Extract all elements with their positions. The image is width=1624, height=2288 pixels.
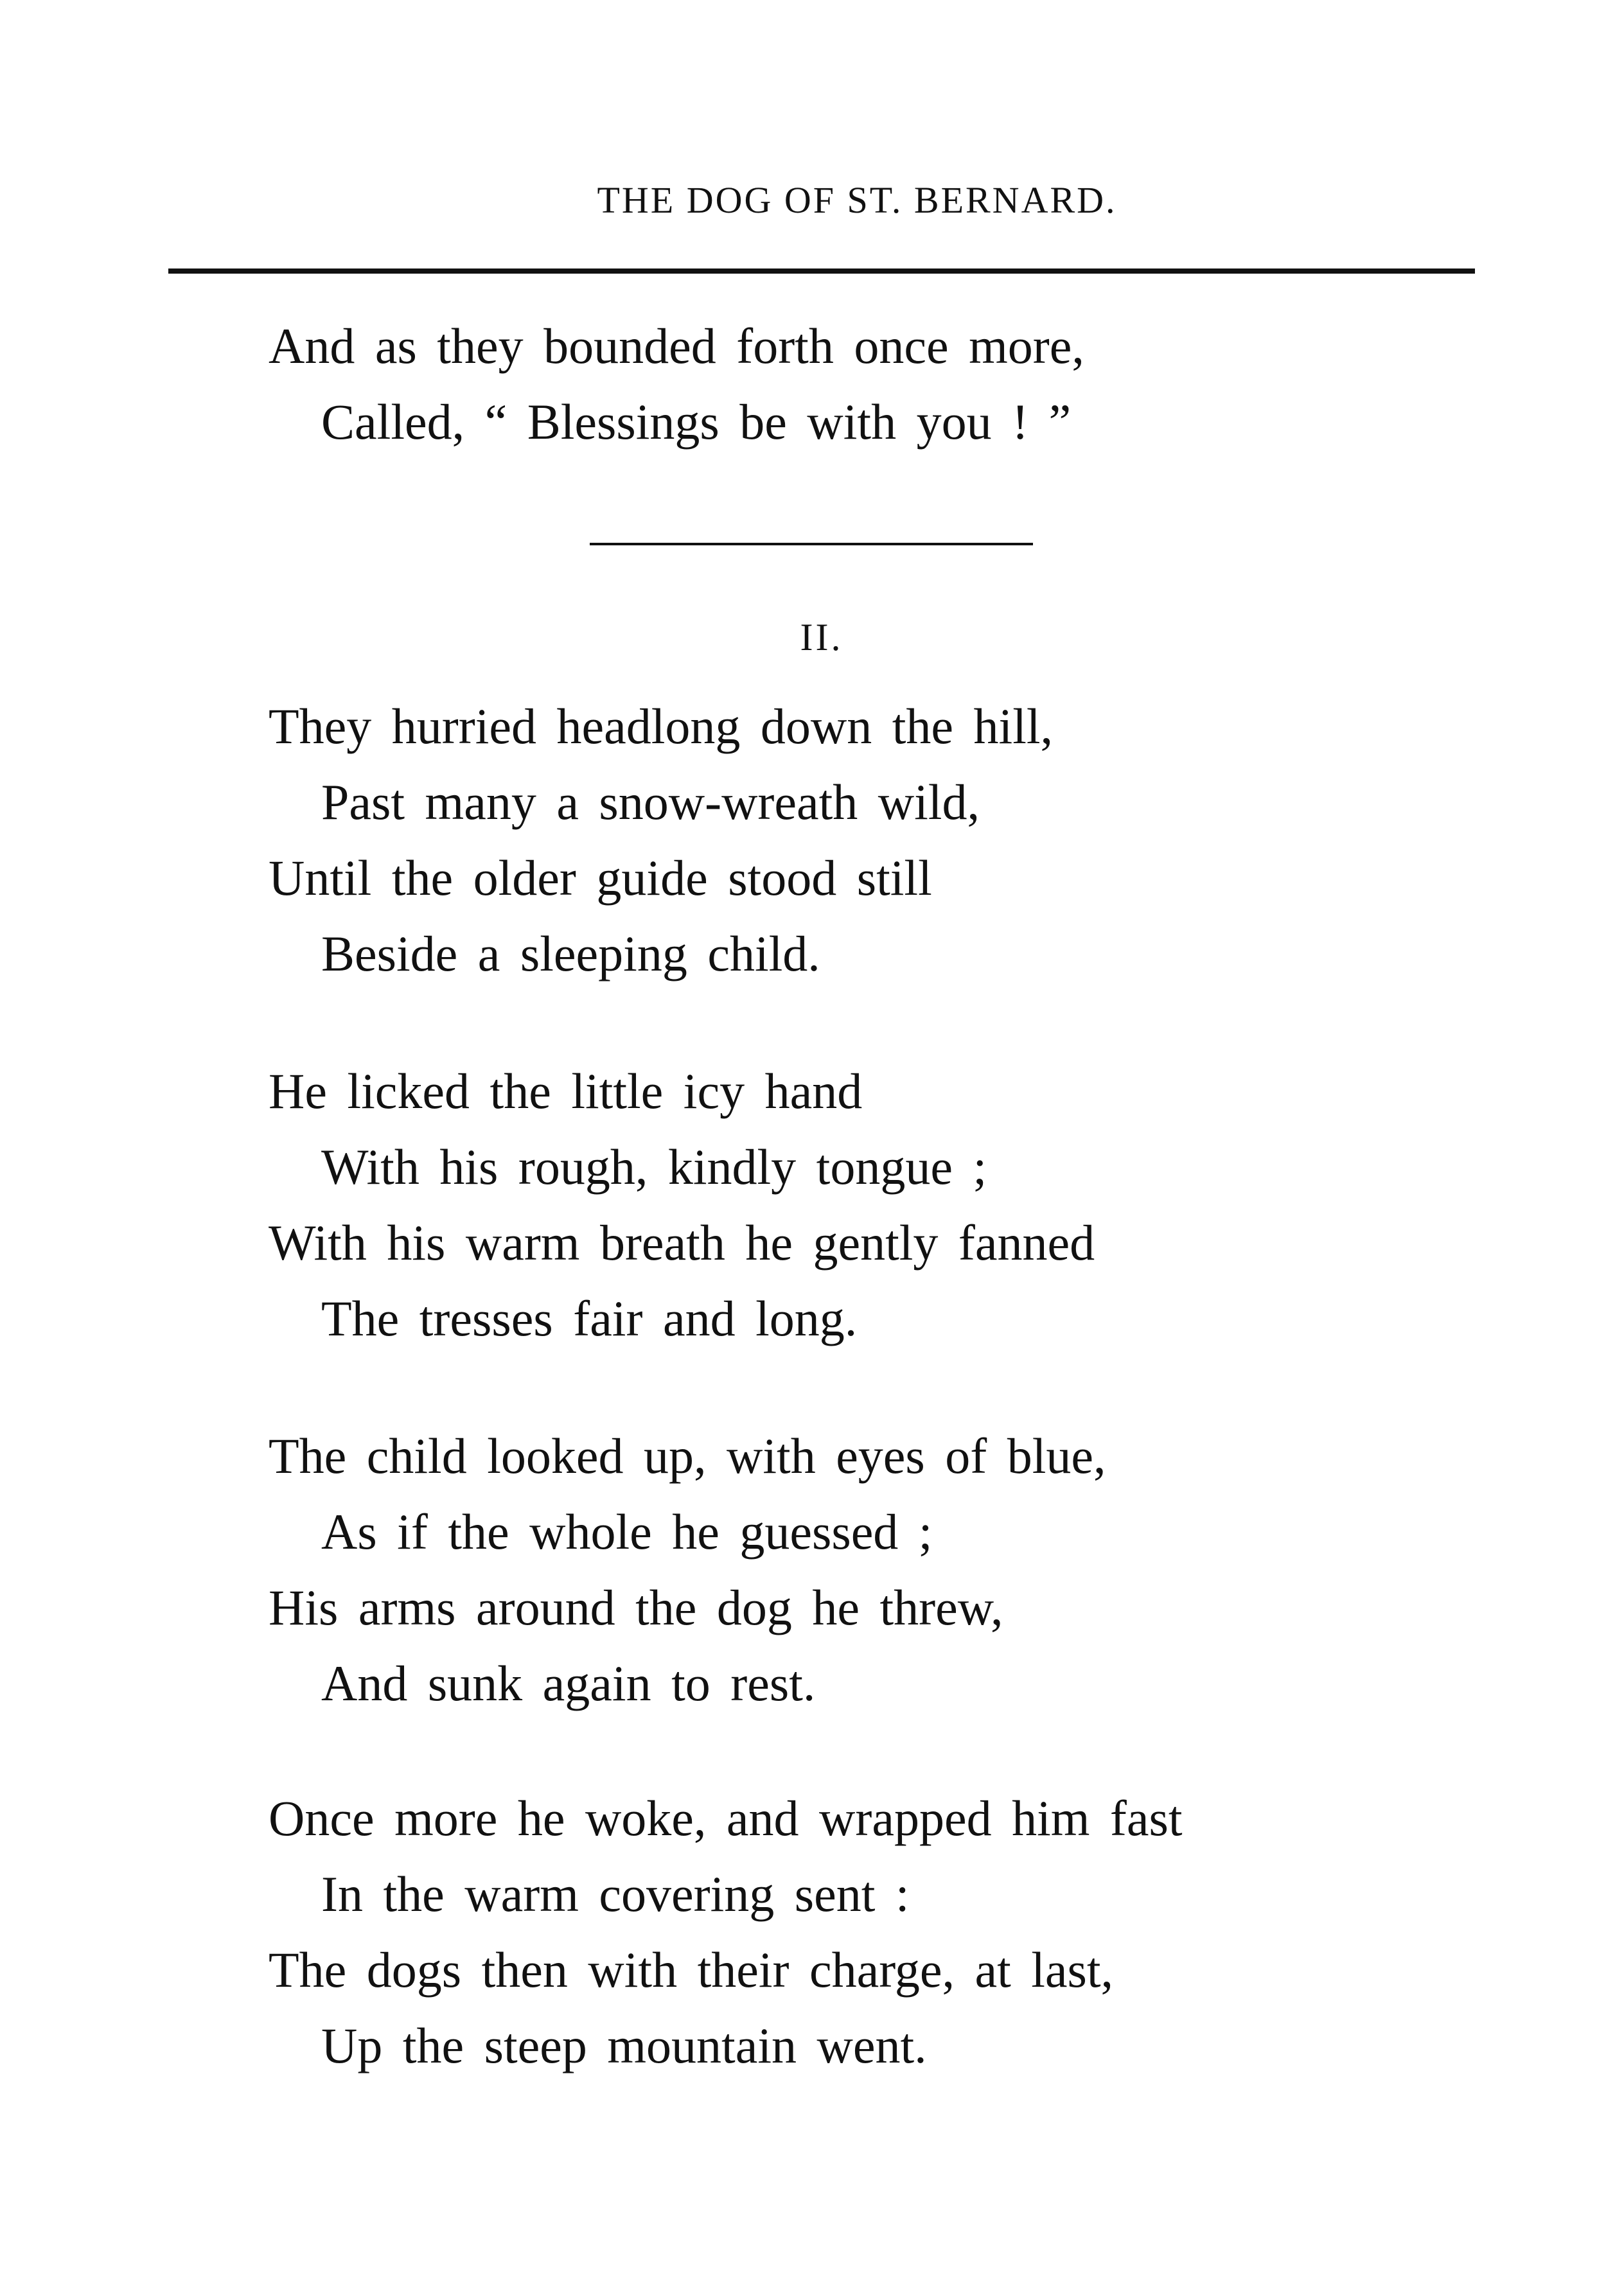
poem-line: The dogs then with their charge, at last, [269,1942,1114,1998]
poem-line: They hurried headlong down the hill, [269,698,1054,754]
poem-line: And sunk again to rest. [321,1655,816,1711]
poem-line: Until the older guide stood still [269,850,932,906]
stanza-2 [269,1053,1095,1357]
running-head: THE DOG OF ST. BERNARD. [597,179,1117,221]
poem-line: The child looked up, with eyes of blue, [269,1428,1106,1484]
stanza-4 [269,1781,1183,2084]
poem-line: Once more he woke, and wrapped him fast [269,1790,1183,1846]
opening-stanza [269,308,1084,460]
poem-line: Up the steep mountain went. [321,2018,927,2073]
poem-line: Past many a snow-wreath wild, [321,774,980,830]
poem-line: In the warm covering sent : [321,1866,910,1922]
poem-line: And as they bounded forth once more, [269,318,1084,374]
stanza-1 [269,689,1053,992]
section-divider [590,543,1033,545]
poem-line: As if the whole he guessed ; [321,1504,933,1560]
header-rule [168,268,1475,274]
stanza-3 [269,1418,1106,1721]
section-number: II. [800,616,843,658]
poem-line: Beside a sleeping child. [321,926,820,981]
poem-line: His arms around the dog he threw, [269,1580,1003,1635]
poem-line: With his rough, kindly tongue ; [321,1139,987,1195]
poem-line: The tresses fair and long. [321,1290,858,1346]
poem-line: Called, “ Blessings be with you ! ” [321,394,1072,450]
poem-line: With his warm breath he gently fanned [269,1215,1095,1271]
poem-line: He licked the little icy hand [269,1063,863,1119]
